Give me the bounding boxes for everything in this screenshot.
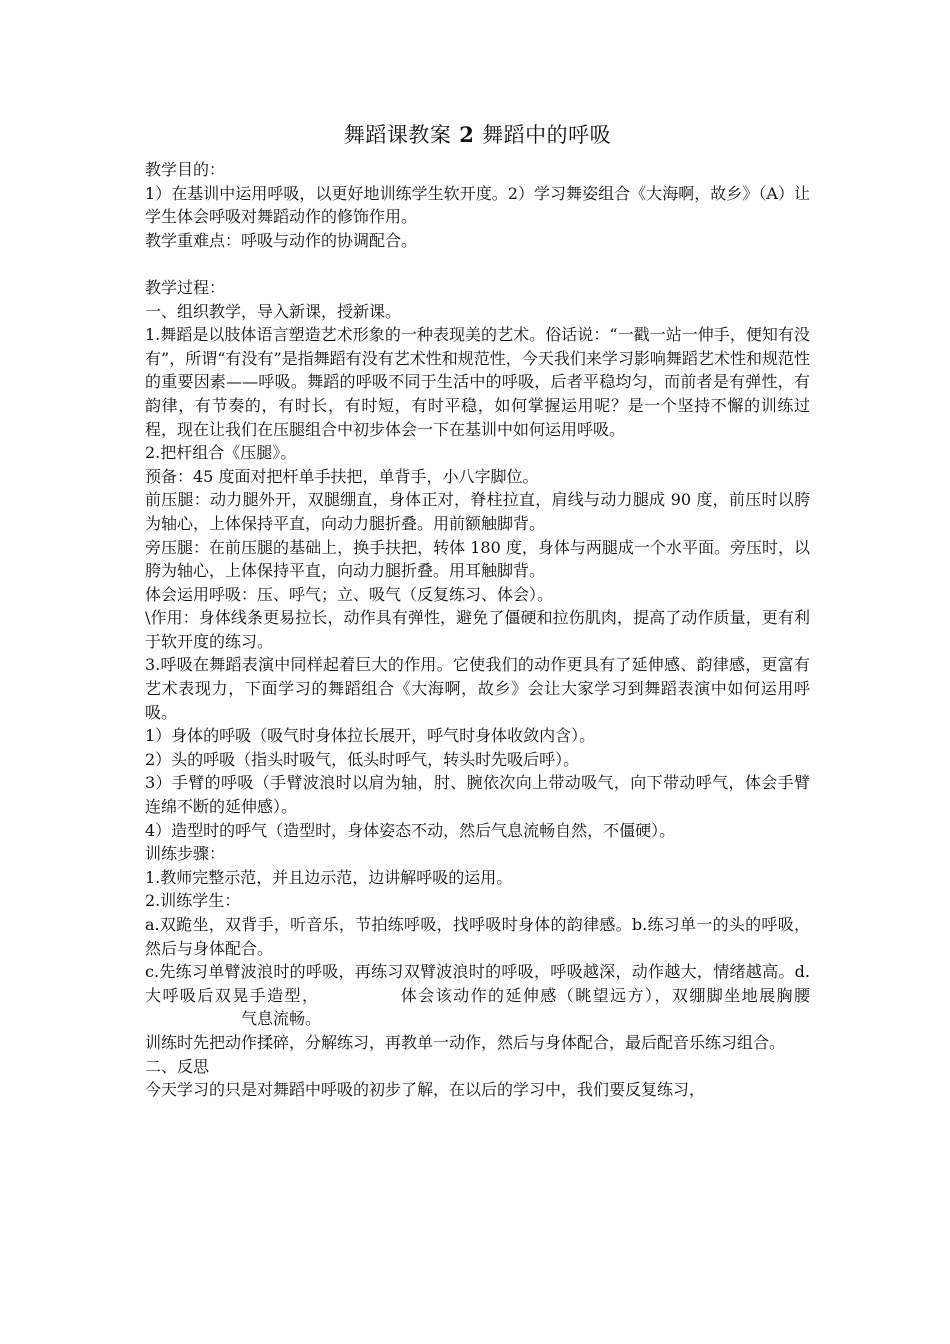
paragraph: 预备：45 度面对把杆单手扶把，单背手，小八字脚位。 (145, 466, 539, 486)
title-sub: 舞蹈中的呼吸 (482, 123, 612, 147)
paragraph: 今天学习的只是对舞蹈中呼吸的初步了解，在以后的学习中，我们要反复练习， (145, 1080, 706, 1100)
paragraph-c (145, 960, 810, 1031)
paragraph: 二、反思 (145, 1056, 210, 1076)
paragraph: 训练步骤： (145, 844, 226, 864)
blank-line (145, 252, 810, 276)
title-main: 舞蹈课教案 (343, 123, 452, 147)
paragraph: 3.呼吸在舞蹈表演中同样起着巨大的作用。它使我们的动作更具有了延伸感、韵律感，更富有艺术表现力，下面学习的舞蹈组合《大海啊，故乡》会让大家学习到舞蹈表演中如何运用呼吸。 (145, 655, 810, 722)
paragraph: 训练时先把动作揉碎，分解练习，再教单一动作，然后与身体配合，最后配音乐练习组合。 (145, 1032, 786, 1052)
paragraph: 2）头的呼吸（指头时吸气，低头时呼气，转头时先吸后呼）。 (145, 749, 580, 769)
document-page (145, 118, 810, 1102)
paragraph-c-part1: c.先练习单臂波浪时的呼吸，再练习双臂波浪时的呼吸，呼吸越深，动作越大，情绪越高。d.大呼吸后双晃手造型， (145, 962, 810, 1005)
paragraph-c-part2: 体会该动作的延伸感（眺望远方）， (399, 985, 672, 1005)
paragraph: 体会运用呼吸：压、呼气；立、吸气（反复练习、体会）。 (145, 584, 554, 604)
paragraph: 旁压腿：在前压腿的基础上，换手扶把，转体 180 度，身体与两腿成一个水平面。旁压时，以胯为轴心，上体保持平直，向动力腿折叠。用耳触脚背。 (145, 537, 810, 581)
paragraph: 1）身体的呼吸（吸气时身体拉长展开，呼气时身体收敛内含）。 (145, 726, 596, 746)
document-body (145, 158, 810, 1102)
paragraph: 前压腿：动力腿外开，双腿绷直，身体正对，脊柱拉直，肩线与动力腿成 90 度，前压时以胯为轴心，上体保持平直，向动力腿折叠。用前额触脚背。 (145, 490, 810, 533)
paragraph: 教学过程： (145, 277, 226, 297)
paragraph: 3）手臂的呼吸（手臂波浪时以肩为轴，肘、腕依次向上带动吸气，向下带动呼气，体会手臂连绵不断的延伸感）。 (145, 773, 810, 817)
paragraph-c-part3: 双绷脚坐地展胸腰 (671, 985, 810, 1005)
paragraph: 1）在基训中运用呼吸，以更好地训练学生软开度。2）学习舞姿组合《大海啊，故乡》（A）让学生体会呼吸对舞蹈动作的修饰作用。 (145, 183, 810, 227)
paragraph: 1.舞蹈是以肢体语言塑造艺术形象的一种表现美的艺术。俗话说：“一戳一站一伸手，便知有没有”，所谓“有没有”是指舞蹈有没有艺术性和规范性，今天我们来学习影响舞蹈艺术性和规范性的重要因素——呼吸。舞蹈的呼吸不同于生活中的呼吸，后者平稳均匀，而前者是有弹性，有韵律，有节奏的，有时长，有时短，有时平稳，如何掌握运用呢？是一个坚持不懈的训练过程，现在让我们在压腿组合中初步体会一下在基训中如何运用呼吸。 (145, 325, 810, 439)
paragraph: 4）造型时的呼气（造型时，身体姿态不动，然后气息流畅自然，不僵硬）。 (145, 820, 676, 840)
title-number: 2 (459, 122, 475, 147)
paragraph: 教学目的： (145, 160, 226, 179)
paragraph: a.双跪坐，双背手，听音乐，节拍练呼吸，找呼吸时身体的韵律感。b.练习单一的头的呼吸，然后与身体配合。 (145, 915, 810, 958)
paragraph-c-part4: 气息流畅。 (241, 1009, 322, 1029)
paragraph: 1.教师完整示范，并且边示范，边讲解呼吸的运用。 (145, 867, 513, 887)
paragraph: 2.训练学生： (145, 891, 241, 911)
document-title (145, 118, 810, 152)
paragraph: 2.把杆组合《压腿》。 (145, 443, 297, 463)
paragraph: 教学重难点：呼吸与动作的协调配合。 (145, 230, 418, 250)
paragraph: \作用：身体线条更易拉长，动作具有弹性，避免了僵硬和拉伤肌肉，提高了动作质量，更有利于软开度的练习。 (145, 608, 810, 651)
paragraph: 一、组织教学，导入新课，授新课。 (145, 301, 402, 321)
